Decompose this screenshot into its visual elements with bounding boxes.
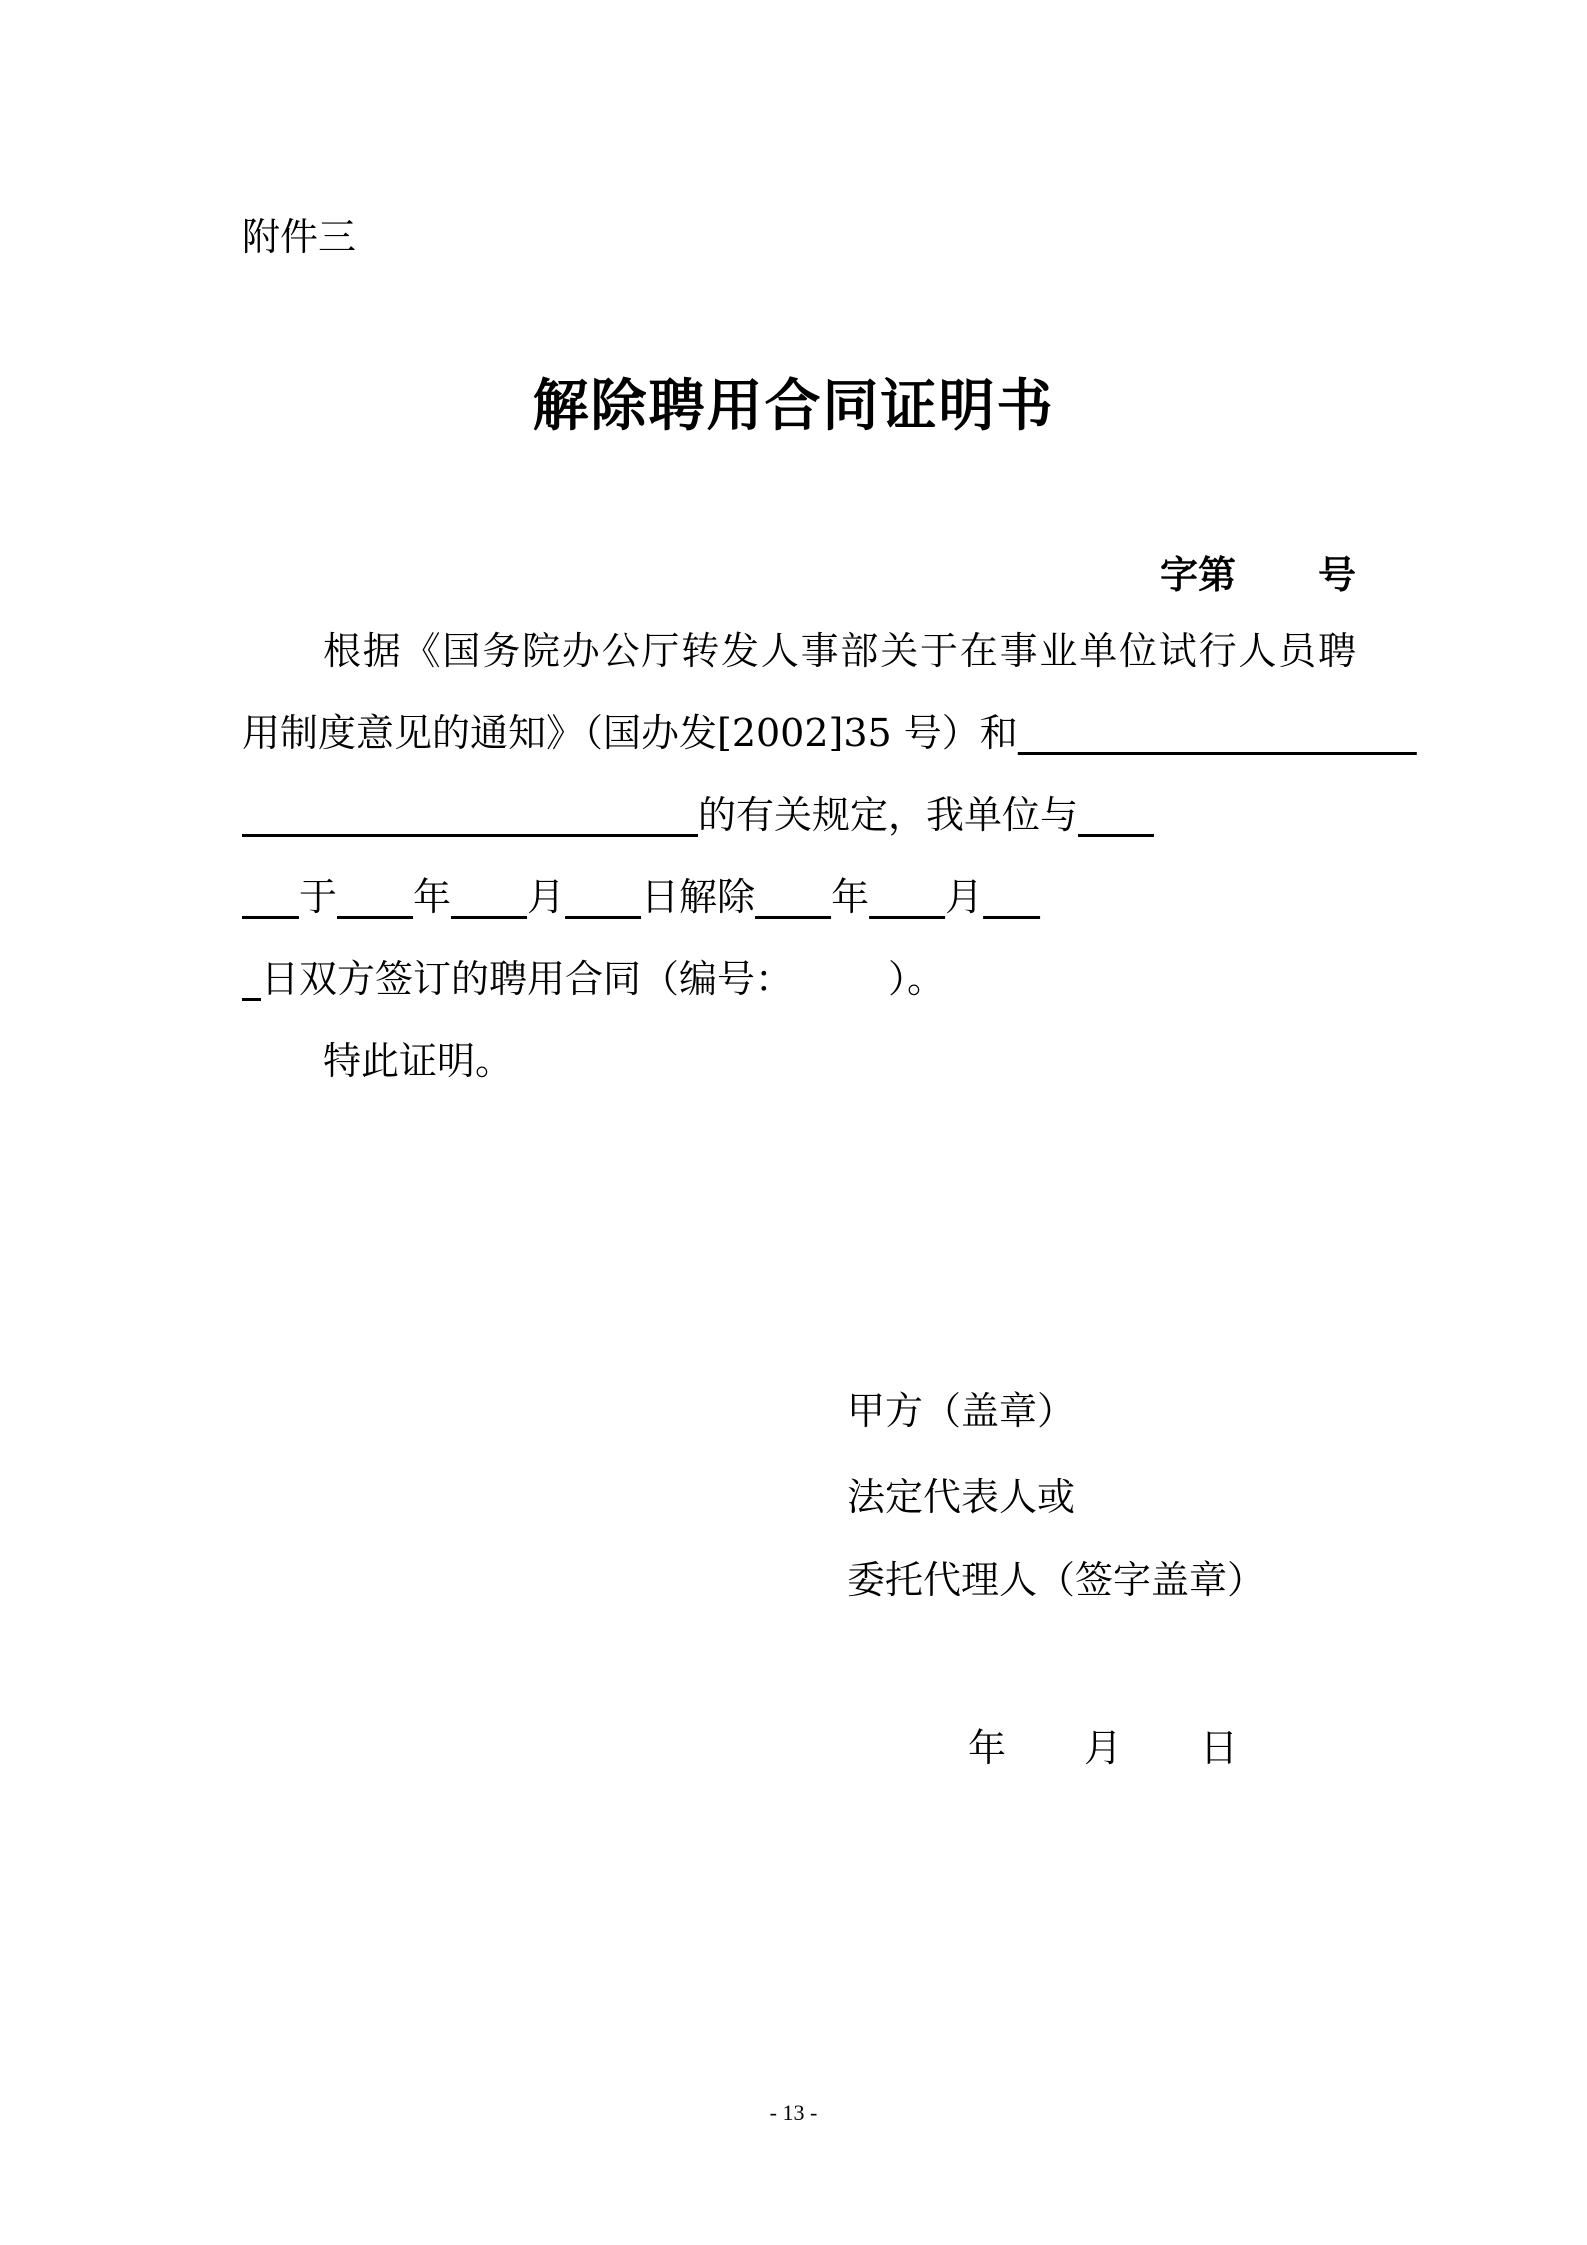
legal-representative: 法定代表人或	[847, 1475, 1076, 1519]
authorized-agent: 委托代理人（签字盖章）	[847, 1558, 1266, 1602]
date-year: 年	[968, 1726, 1007, 1770]
blank-month-2	[869, 875, 945, 919]
page-number: - 13 -	[769, 2100, 818, 2125]
attachment-label: 附件三	[242, 215, 357, 259]
blank-employee-name-2	[242, 875, 299, 919]
blank-year-2	[755, 875, 831, 919]
blank-month-1	[451, 875, 527, 919]
party-a-seal: 甲方（盖章）	[847, 1389, 1076, 1433]
blank-employee-name-1	[1078, 793, 1154, 837]
signature-date	[968, 1717, 1238, 1772]
body-text-on: 于	[299, 875, 338, 919]
body-text-year-1: 年	[413, 875, 452, 919]
blank-day-1	[565, 875, 641, 919]
blank-contract-number	[793, 957, 888, 1001]
body-text-year-2: 年	[831, 875, 870, 919]
body-text-close: ）。	[888, 957, 946, 1001]
body-text-month-2: 月	[945, 875, 984, 919]
document-title: 解除聘用合同证明书	[532, 374, 1055, 439]
body-line-2	[242, 708, 1356, 758]
blank-day-2a	[983, 875, 1040, 919]
blank-regulation-1	[1018, 711, 1417, 755]
body-line-3	[242, 790, 1356, 840]
blank-year-1	[337, 875, 413, 919]
body-line-1: 根据《国务院办公厅转发人事部关于在事业单位试行人员聘	[323, 629, 1356, 673]
body-text-terminate: 日解除	[641, 875, 756, 919]
date-day: 日	[1200, 1726, 1239, 1770]
body-line-4	[242, 872, 1356, 922]
blank-regulation-2	[242, 793, 698, 837]
body-line-5	[242, 954, 1356, 1004]
body-text-notice: 用制度意见的通知》（国办发[2002]35 号）和	[242, 711, 1018, 755]
blank-day-2b	[242, 957, 261, 1001]
document-number	[1160, 544, 1356, 599]
closing-text: 特此证明。	[323, 1039, 514, 1083]
doc-number-char: 字第	[1159, 553, 1236, 597]
body-text-contract: 日双方签订的聘用合同（编号：	[261, 957, 794, 1001]
body-text-provisions: 的有关规定，我单位与	[698, 793, 1079, 837]
doc-number-suffix: 号	[1317, 553, 1356, 597]
date-month: 月	[1084, 1726, 1123, 1770]
body-text-month-1: 月	[527, 875, 566, 919]
